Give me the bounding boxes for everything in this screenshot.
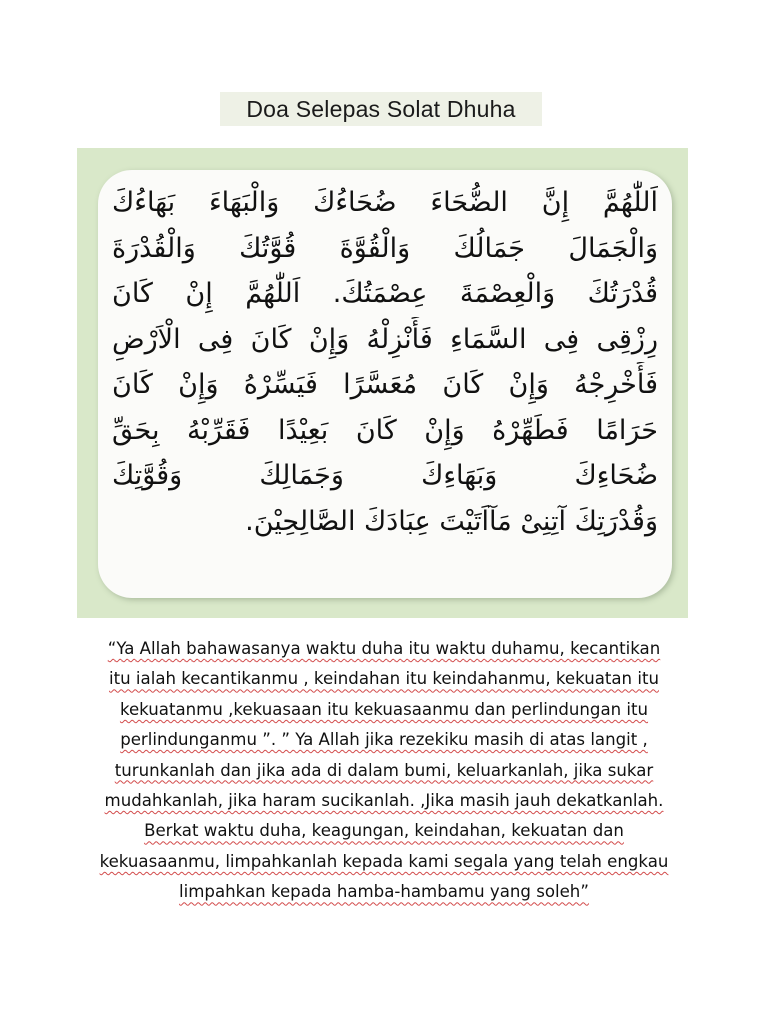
translation-line: Berkat waktu duha, keagungan, keindahan, kekuatan dan <box>144 821 624 841</box>
translation-line: kekuatanmu ,kekuasaan itu kekuasaanmu dan perlindungan itu <box>119 699 649 719</box>
arabic-line: قُدْرَتُكَ وَالْعِصْمَةَ عِصْمَتُكَ. اَللّٰهُمَّ إِنْ كَانَ <box>112 278 658 309</box>
translation-line: kekuasaanmu, limpahkanlah kepada kami segala yang telah engkau <box>99 851 669 871</box>
arabic-line: حَرَامًا فَطَهِّرْهُ وَإِنْ كَانَ بَعِيْدًا فَقَرِّبْهُ بِحَقِّ <box>112 414 658 446</box>
arabic-line: اَللّٰهُمَّ إِنَّ الضُّحَاءَ ضُحَاءُكَ وَالْبَهَاءَ بَهَاءُكَ <box>112 187 658 218</box>
translation-block <box>46 634 722 908</box>
translation-line: “Ya Allah bahawasanya waktu duha itu waktu duhamu, kecantikan <box>107 639 661 658</box>
arabic-line: ضُحَاءِكَ وَبَهَاءِكَ وَجَمَالِكَ وَقُوَّتِكَ <box>112 460 658 491</box>
arabic-line: وَقُدْرَتِكَ آتِنِىْ مَآاَتَيْتَ عِبَادَكَ الصَّالِحِيْنَ. <box>245 505 658 537</box>
translation-line: turunkanlah dan jika ada di dalam bumi, keluarkanlah, jika sukar <box>114 760 654 780</box>
translation-line: perlindunganmu ”. ” Ya Allah jika rezekiku masih di atas langit , <box>120 730 648 750</box>
arabic-line: وَالْجَمَالَ جَمَالُكَ وَالْقُوَّةَ قُوَّتُكَ وَالْقُدْرَةَ <box>112 232 658 264</box>
page-title: Doa Selepas Solat Dhuha <box>246 95 516 122</box>
arabic-line: فَأَخْرِجْهُ وَإِنْ كَانَ مُعَسَّرًا فَيَسِّرْهُ وَإِنْ كَانَ <box>112 369 658 400</box>
arabic-line: رِزْقِى فِى السَّمَاءِ فَأَنْزِلْهُ وَإِنْ كَانَ فِى الْاَرْضِ <box>112 323 658 355</box>
translation-line: mudahkanlah, jika haram sucikanlah. ,Jika masih jauh dekatkanlah. <box>104 791 664 811</box>
translation-line: limpahkan kepada hamba-hambamu yang soleh” <box>179 882 589 902</box>
title-highlight <box>220 92 542 126</box>
arabic-text-block <box>112 180 658 590</box>
translation-line: itu ialah kecantikanmu , keindahan itu keindahanmu, kekuatan itu <box>109 669 659 689</box>
